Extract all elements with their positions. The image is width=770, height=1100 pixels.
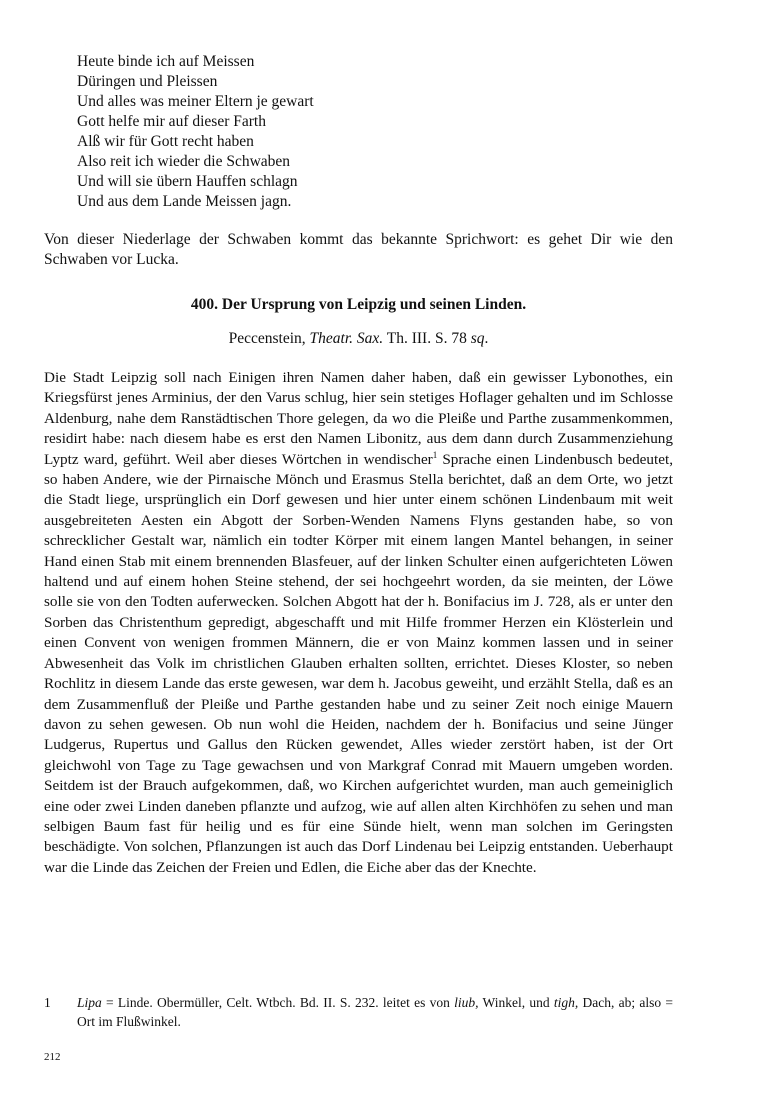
intro-paragraph: Von dieser Niederlage der Schwaben kommt das bekannte Sprichwort: es gehet Dir wie den Schwaben vor Lucka.	[44, 231, 673, 268]
poem-line: Und aus dem Lande Meissen jagn.	[77, 193, 292, 210]
footnote-text-part: Dach, ab; also = Ort im Flußwinkel.	[77, 995, 674, 1029]
footnote-term-liub: liub,	[454, 995, 479, 1010]
footnote	[44, 993, 673, 1031]
footnote-text-part: Winkel, und	[478, 995, 554, 1010]
source-end: .	[484, 330, 489, 347]
poem-line: Düringen und Pleissen	[77, 73, 218, 90]
body-paragraph	[44, 368, 673, 878]
source-author: Peccenstein,	[228, 330, 310, 347]
source-work: Theatr. Sax.	[309, 330, 384, 347]
source-reference: Th. III. S. 78	[383, 330, 471, 347]
poem-line: Und will sie übern Hauffen schlagn	[77, 173, 298, 190]
poem	[77, 52, 314, 212]
footnote-text-part: = Linde. Obermüller, Celt. Wtbch. Bd. II. S. 232. leitet es von	[101, 995, 455, 1010]
poem-line: Und alles was meiner Eltern je gewart	[77, 93, 314, 110]
poem-line: Gott helfe mir auf dieser Farth	[77, 113, 266, 130]
poem-line: Alß wir für Gott recht haben	[77, 133, 254, 150]
footnote-number: 1	[44, 995, 51, 1010]
footnote-reference[interactable]: 1	[432, 449, 438, 460]
body-text-part1: Die Stadt Leipzig soll nach Einigen ihren Namen daher haben, daß ein gewisser Lybonothes, ein Kriegsfürst jenes Arminius, der den Varus schlug, hier sein stetiges Hoflager gehalten und im Schlosse Aldenburg, nahe dem Ranstädtischen Thore gelegen, da wo die Pleiße und Parthe zusammenkommen, residirt habe: nach diesem habe es erst den Namen Libonitz, aus dem dann durch Zusammenziehung Lyptz ward, geführt. Weil aber dieses Wörtchen in wendischer	[44, 369, 673, 468]
poem-line: Heute binde ich auf Meissen	[77, 53, 255, 70]
poem-line: Also reit ich wieder die Schwaben	[77, 153, 291, 170]
body-text-part2: Sprache einen Lindenbusch bedeutet, so haben Andere, wie der Pirnaische Mönch und Erasmus Stella berichtet, daß an dem Orte, wo jetzt die Stadt liege, ursprünglich ein Dorf gewesen und hier unter einem schönen Lindenbaum mit weit ausgebreiteten Aesten ein Abgott der Sorben-Wenden Namens Flyns gestanden habe, so von schrecklicher Gestalt war, nämlich ein todter Körper mit einem langen Mantel behangen, in seiner Hand einen Stab mit einem brennenden Blasfeuer, auf der linken Schulter einen aufgerichteten Löwen haltend und auf einem hohen Steine stehend, der sei hochgeehrt worden, da sie meinten, der Löwe solle sie von den Todten auferwecken. Solchen Abgott hat der h. Bonifacius im J. 728, als er unter den Sorben das Christenthum gepredigt, abgeschafft und mit Hilfe frommer Herzen ein Klösterlein und einen Convent von wenigen frommen Männern, die er von Mainz kommen lassen und in seiner Abwesenheit das Volk im christlichen Glauben erhalten sollten, errichtet. Dieses Kloster, so neben Rochlitz in diesem Lande das erste gewesen, war dem h. Jacobus geweiht, und erzählt Stella, daß es an dem Zusammenfluß der Pleiße und Parthe gestanden habe und zu seiner Zeit noch einige Mauern davon zu sehen gewesen. Ob nun wohl die Heiden, nachdem der h. Bonifacius und seine Jünger Ludgerus, Rupertus und Gallus den Rücken gewendet, Alles wieder zerstört haben, ist der Ort gleichwohl von Tage zu Tage gewachsen und von Markgraf Conrad mit Mauern umgeben worden. Seitdem ist der Brauch aufgekommen, daß, wo Kirchen aufgerichtet wurden, man auch gemeiniglich eine oder zwei Linden daneben pflanzte und aufzog, wie auf allen alten Kirchhöfen zu sehen und man selbigen Baum fast für heilig und es für eine Sünde hielt, wenn man solchen im Geringsten beschädigte. Von solchen, Pflanzungen ist auch das Dorf Lindenau bei Leipzig entstanden. Ueberhaupt war die Linde das Zeichen der Freien und Edlen, die Eiche aber das der Knechte.	[44, 450, 673, 876]
footnote-term-lipa: Lipa	[77, 995, 102, 1010]
section-heading: 400. Der Ursprung von Leipzig und seinen Linden.	[190, 296, 527, 313]
source-citation	[44, 329, 673, 349]
page-number: 212	[44, 1051, 61, 1063]
footnote-text	[77, 993, 673, 1031]
footnote-term-tigh: tigh,	[553, 995, 579, 1010]
source-sq: sq	[470, 330, 485, 347]
